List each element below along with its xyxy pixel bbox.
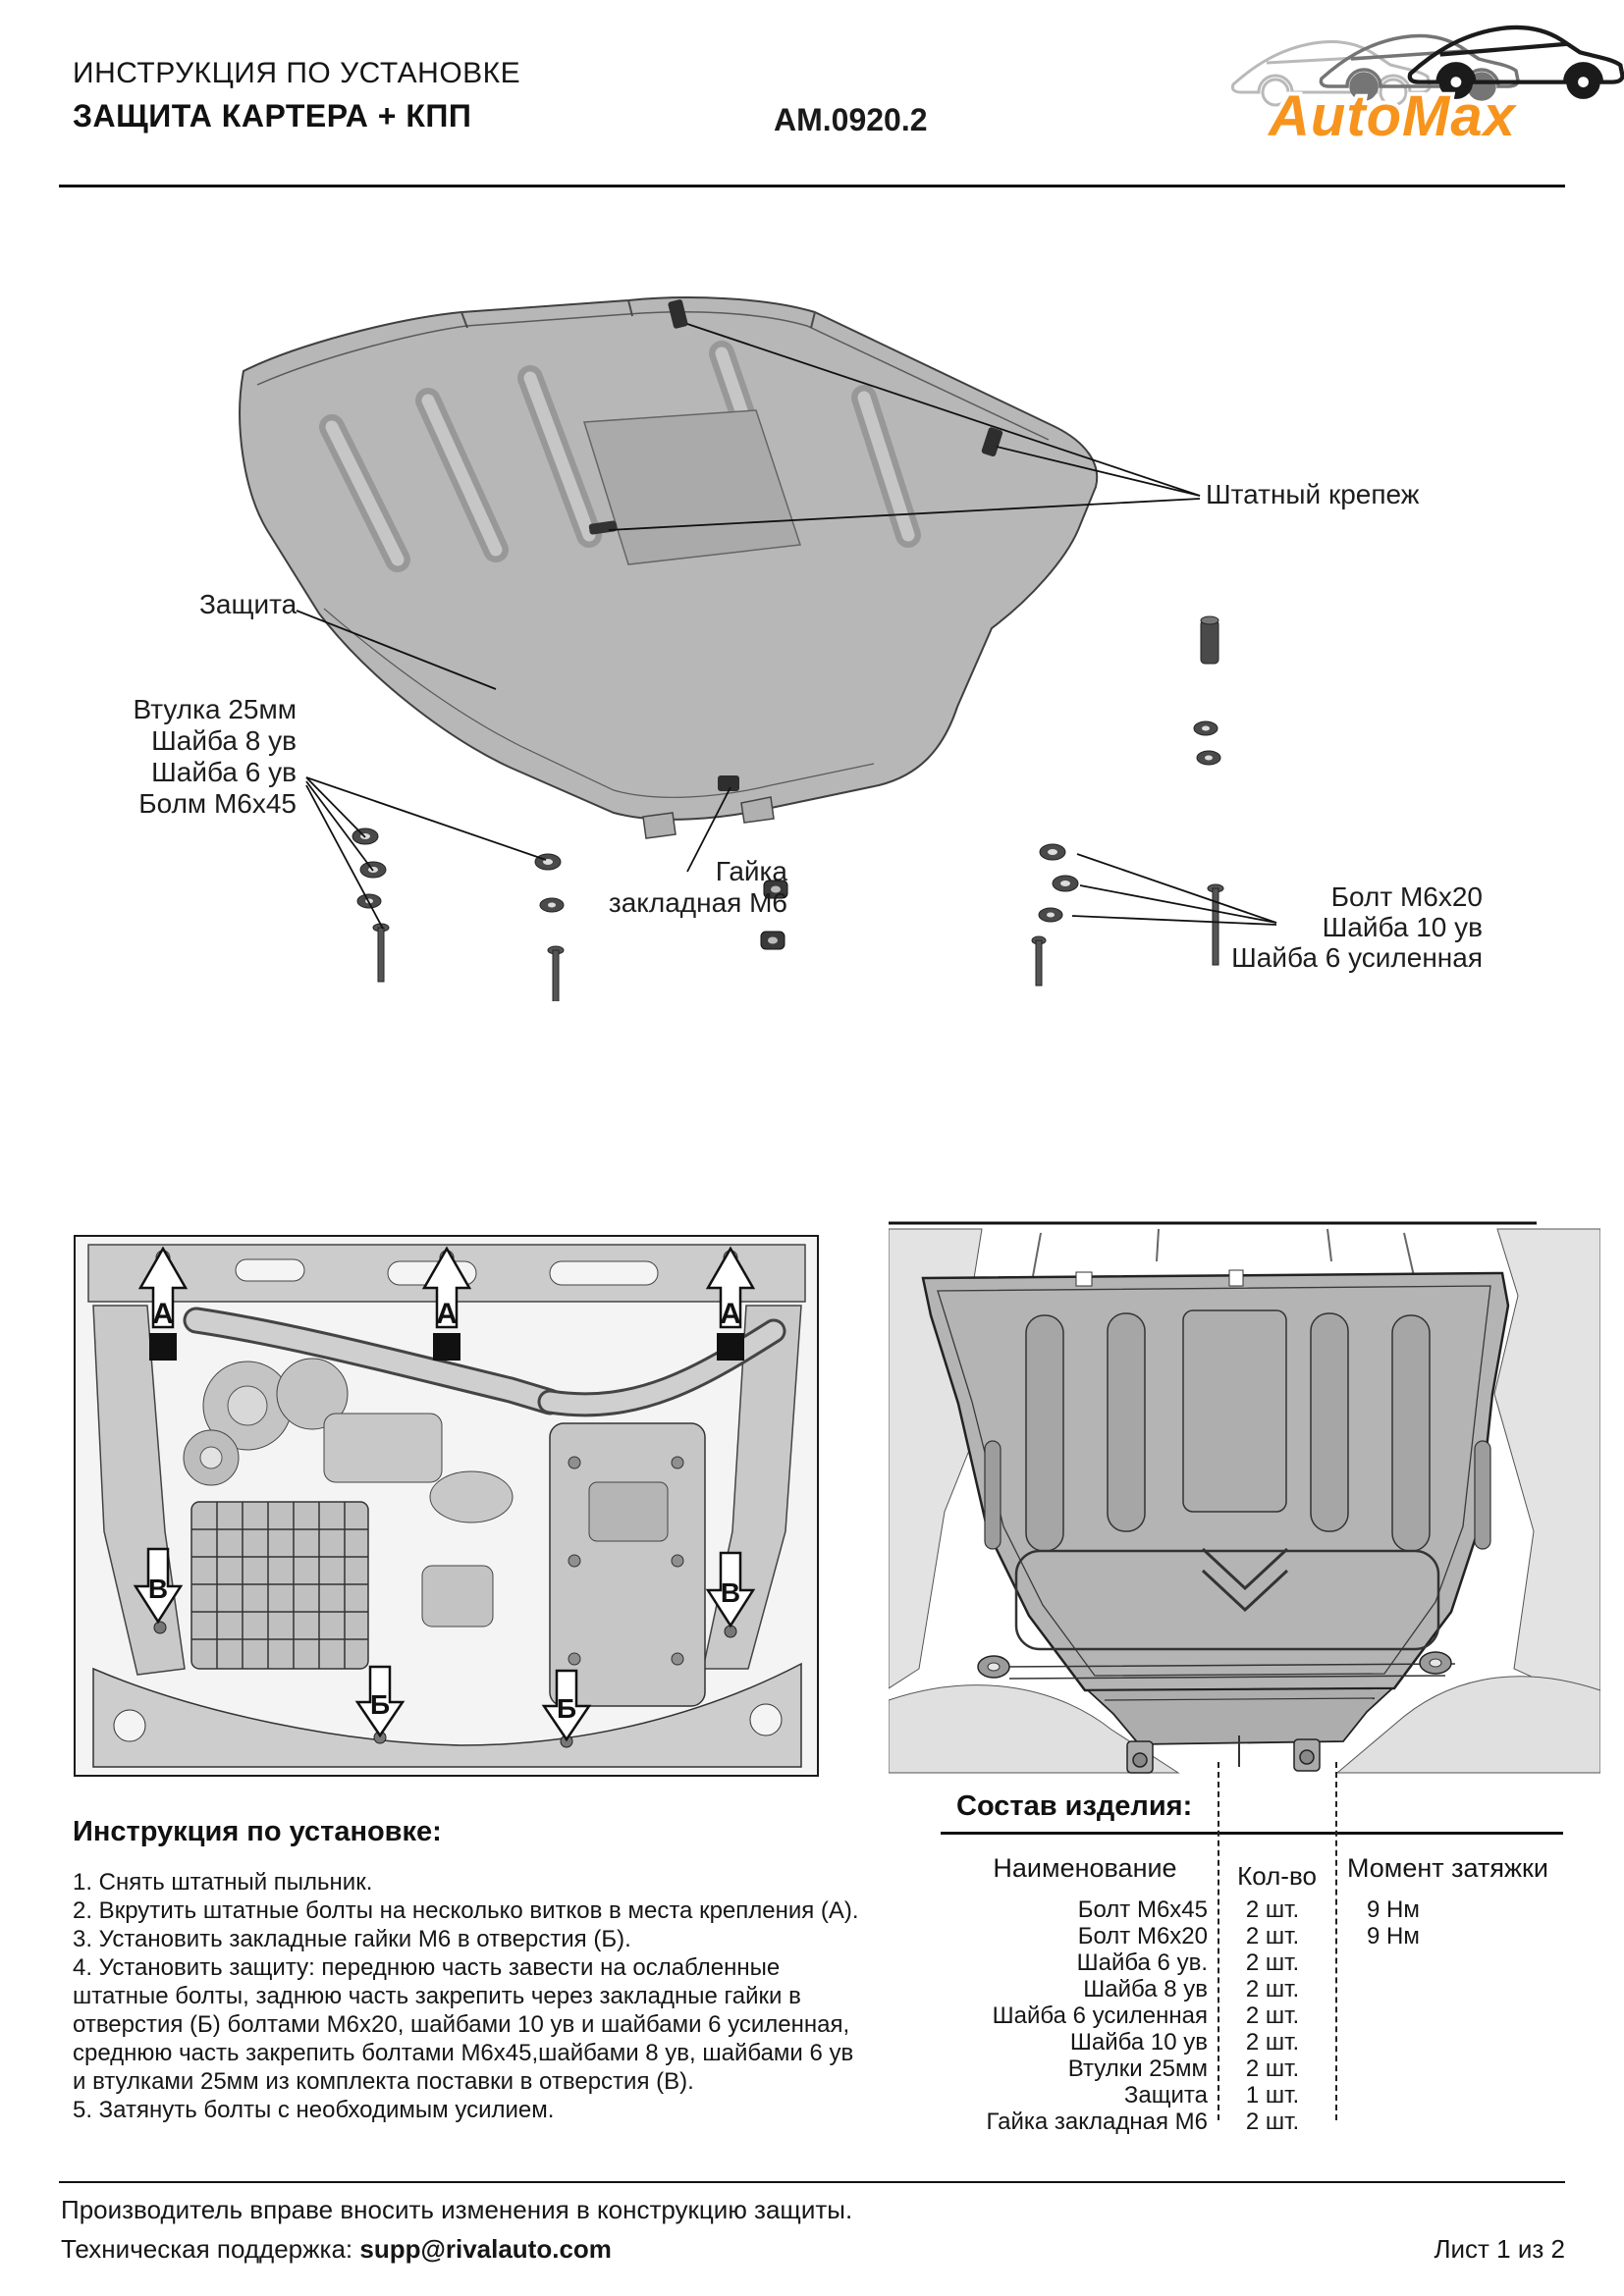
washer-icon: [540, 898, 564, 912]
table-divider-1: [1218, 1762, 1219, 2120]
row-qty: 2 шт.: [1245, 1976, 1300, 2002]
svg-text:А: А: [720, 1298, 741, 1330]
svg-text:Б: Б: [369, 1689, 391, 1720]
label-factory-fastener: Штатный крепеж: [1206, 479, 1420, 509]
washer-icon: [1053, 876, 1078, 891]
row-name: Шайба 6 ув.: [1076, 1949, 1208, 1976]
bolt-icon: [548, 946, 564, 1001]
label-bolt-m6x20: Болт М6х20: [1330, 881, 1483, 912]
exploded-diagram: [196, 275, 1326, 1001]
figure-installed-guard: [889, 1220, 1600, 1777]
label-washer-10: Шайба 10 ув: [1322, 912, 1483, 942]
embedded-nut-icon: [764, 881, 787, 898]
svg-text:А: А: [152, 1298, 174, 1330]
svg-text:Б: Б: [556, 1693, 577, 1724]
row-qty: 2 шт.: [1245, 1896, 1300, 1923]
label-bolt-m6x45: Болм М6х45: [138, 788, 297, 819]
support-label: Техническая поддержка:: [61, 2234, 360, 2264]
bushing-icon: [1201, 616, 1218, 664]
label-guard: Защита: [199, 589, 298, 619]
instruction-step: 5. Затянуть болты с необходимым усилием.: [73, 2097, 555, 2123]
row-name: Болт М6х20: [1077, 1923, 1208, 1949]
label-nut-line1: Гайка: [715, 856, 787, 886]
row-qty: 2 шт.: [1245, 1949, 1300, 1976]
car-silhouette-icon: [1232, 27, 1622, 148]
doc-title-line2: ЗАЩИТА КАРТЕРА + КПП: [73, 98, 472, 133]
label-bushing-25: Втулка 25мм: [133, 694, 297, 724]
support-email: supp@rivalauto.com: [359, 2234, 612, 2264]
page-number: Лист 1 из 2: [1434, 2234, 1565, 2264]
embedded-nut-on-plate: [718, 775, 739, 791]
row-name: Гайка закладная М6: [986, 2109, 1208, 2135]
washer-icon: [1197, 751, 1220, 765]
footer-disclaimer: Производитель вправе вносить изменения в конструкцию защиты.: [61, 2195, 853, 2224]
oil-pan-grid: [191, 1502, 368, 1669]
column-header-qty: Кол-во: [1237, 1861, 1317, 1891]
instruction-step: 4. Установить защиту: переднюю часть завести на ослабленные штатные болты, заднюю часть закрепить через закладные гайки в отверстия (Б) болтами М6х20, шайбами 10 ув и шайбами 6 усиленная, среднюю часть закрепить болтами М6х45,шайбами 8 ув, шайбами 6 ув и втулками 25мм из комплекта поставки в отверстия (В).: [73, 1954, 854, 2095]
logo-text: AutoMax: [1269, 84, 1516, 148]
automax-logo: [1225, 8, 1624, 151]
bolt-icon: [1208, 884, 1223, 965]
row-torque: 9 Нм: [1367, 1923, 1420, 1949]
composition-title: Состав изделия:: [956, 1790, 1193, 1822]
row-name: Шайба 6 усиленная: [992, 2002, 1208, 2029]
table-divider-2: [1335, 1762, 1337, 2120]
instruction-step: 2. Вкрутить штатные болты на несколько витков в места крепления (А).: [73, 1897, 859, 1924]
bolt-icon: [373, 924, 389, 982]
embedded-nut-icon: [761, 932, 785, 949]
instructions-list: [73, 1868, 873, 2124]
row-qty: 2 шт.: [1245, 2056, 1300, 2082]
washer-icon: [1194, 721, 1218, 735]
product-code: АМ.0920.2: [774, 102, 928, 137]
row-name: Втулки 25мм: [1067, 2056, 1208, 2082]
svg-text:А: А: [436, 1298, 458, 1330]
washer-icon: [1040, 844, 1065, 860]
footer-support: [61, 2234, 612, 2265]
row-name: Болт М6х45: [1077, 1896, 1208, 1923]
row-name: Защита: [1123, 2082, 1208, 2109]
label-washer-6-reinforced: Шайба 6 усиленная: [1231, 942, 1483, 973]
label-washer-6: Шайба 6 ув: [151, 757, 297, 787]
column-header-name: Наименование: [993, 1853, 1177, 1883]
row-qty: 2 шт.: [1245, 2002, 1300, 2029]
composition-rule: [941, 1832, 1563, 1835]
row-qty: 1 шт.: [1245, 2082, 1300, 2109]
doc-title-line1: ИНСТРУКЦИЯ ПО УСТАНОВКЕ: [73, 57, 521, 89]
instruction-step: 3. Установить закладные гайки М6 в отверстия (Б).: [73, 1926, 631, 1952]
washer-icon: [1039, 908, 1062, 922]
svg-text:В: В: [720, 1577, 741, 1608]
footer-rule: [59, 2181, 1565, 2183]
label-washer-8: Шайба 8 ув: [151, 725, 297, 756]
instructions-title: Инструкция по установке:: [73, 1816, 442, 1847]
row-name: Шайба 8 ув: [1083, 1976, 1208, 2002]
row-qty: 2 шт.: [1245, 1923, 1300, 1949]
column-header-torque: Момент затяжки: [1347, 1853, 1548, 1883]
bolt-icon: [1032, 936, 1046, 986]
washer-icon: [535, 854, 561, 870]
row-qty: 2 шт.: [1245, 2109, 1300, 2135]
row-qty: 2 шт.: [1245, 2029, 1300, 2056]
label-nut-line2: закладная М6: [608, 887, 787, 918]
guard-plate-drawing: [240, 297, 1097, 838]
header-rule: [59, 185, 1565, 187]
figure-underbody: [74, 1235, 820, 1777]
row-name: Шайба 10 ув: [1069, 2029, 1208, 2056]
instruction-step: 1. Снять штатный пыльник.: [73, 1869, 373, 1896]
svg-text:В: В: [147, 1574, 169, 1604]
row-torque: 9 Нм: [1367, 1896, 1420, 1923]
